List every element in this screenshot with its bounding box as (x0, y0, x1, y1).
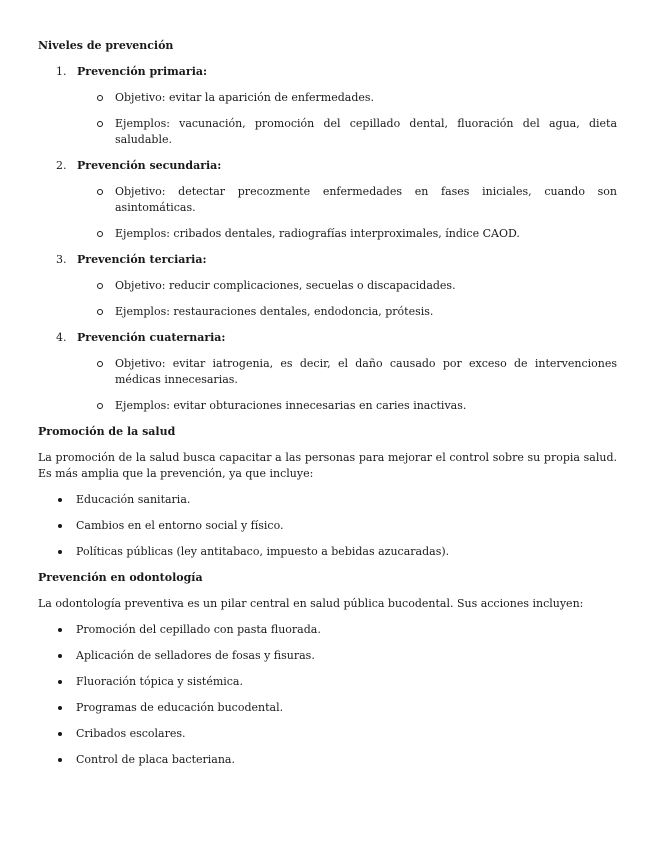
list-item: Programas de educación bucodental. (38, 700, 617, 716)
prevention-levels-list (38, 64, 617, 414)
hollow-bullet-icon (96, 90, 115, 106)
level-item-primaria (38, 64, 617, 148)
hollow-bullet-icon (96, 356, 115, 388)
sub-list-item: Objetivo: detectar precozmente enfermedades en fases iniciales, cuando son asintomáticas. (38, 184, 617, 216)
sub-list-item: Objetivo: evitar iatrogenia, es decir, el daño causado por exceso de intervenciones médicas innecesarias. (38, 356, 617, 388)
bullet-icon (57, 492, 76, 508)
sub-list-item: Ejemplos: vacunación, promoción del cepillado dental, fluoración del agua, dieta saludable. (38, 116, 617, 148)
level-title: Prevención terciaria: (77, 253, 207, 266)
sub-list-item: Objetivo: evitar la aparición de enfermedades. (38, 90, 617, 106)
sub-list-item: Ejemplos: evitar obturaciones innecesarias en caries inactivas. (38, 398, 617, 414)
section-heading-niveles: Niveles de prevención (38, 39, 174, 52)
level-title: Prevención cuaternaria: (77, 331, 226, 344)
list-item: Control de placa bacteriana. (38, 752, 617, 768)
level-title: Prevención primaria: (77, 65, 208, 78)
bullet-icon (57, 700, 76, 716)
hollow-bullet-icon (96, 304, 115, 320)
level-number: 3. (56, 253, 67, 266)
hollow-bullet-icon (96, 184, 115, 216)
bullet-icon (57, 622, 76, 638)
list-item: Políticas públicas (ley antitabaco, impuesto a bebidas azucaradas). (38, 544, 617, 560)
hollow-bullet-icon (96, 116, 115, 148)
level-item-terciaria (38, 252, 617, 320)
paragraph-odontologia: La odontología preventiva es un pilar central en salud pública bucodental. Sus acciones incluyen: (38, 597, 584, 610)
list-item: Aplicación de selladores de fosas y fisuras. (38, 648, 617, 664)
level-item-secundaria (38, 158, 617, 242)
section-heading-promocion: Promoción de la salud (38, 425, 176, 438)
sub-list-item: Ejemplos: cribados dentales, radiografías interproximales, índice CAOD. (38, 226, 617, 242)
bullet-icon (57, 544, 76, 560)
level-item-cuaternaria (38, 330, 617, 414)
bullet-list-odontologia (38, 622, 617, 768)
list-item: Cribados escolares. (38, 726, 617, 742)
bullet-icon (57, 752, 76, 768)
list-item: Promoción del cepillado con pasta fluorada. (38, 622, 617, 638)
sub-list-item: Objetivo: reducir complicaciones, secuelas o discapacidades. (38, 278, 617, 294)
bullet-icon (57, 518, 76, 534)
list-item: Educación sanitaria. (38, 492, 617, 508)
section-heading-odontologia: Prevención en odontología (38, 571, 203, 584)
level-number: 2. (56, 159, 67, 172)
list-item: Cambios en el entorno social y físico. (38, 518, 617, 534)
sub-list-item: Ejemplos: restauraciones dentales, endodoncia, prótesis. (38, 304, 617, 320)
hollow-bullet-icon (96, 278, 115, 294)
level-title: Prevención secundaria: (77, 159, 222, 172)
level-number: 1. (56, 65, 67, 78)
list-item: Fluoración tópica y sistémica. (38, 674, 617, 690)
bullet-icon (57, 674, 76, 690)
hollow-bullet-icon (96, 226, 115, 242)
bullet-list-promocion (38, 492, 617, 560)
hollow-bullet-icon (96, 398, 115, 414)
bullet-icon (57, 648, 76, 664)
level-number: 4. (56, 331, 67, 344)
bullet-icon (57, 726, 76, 742)
paragraph-promocion: La promoción de la salud busca capacitar a las personas para mejorar el control sobre su propia salud. Es más amplia que la prevención, ya que incluye: (38, 451, 617, 480)
